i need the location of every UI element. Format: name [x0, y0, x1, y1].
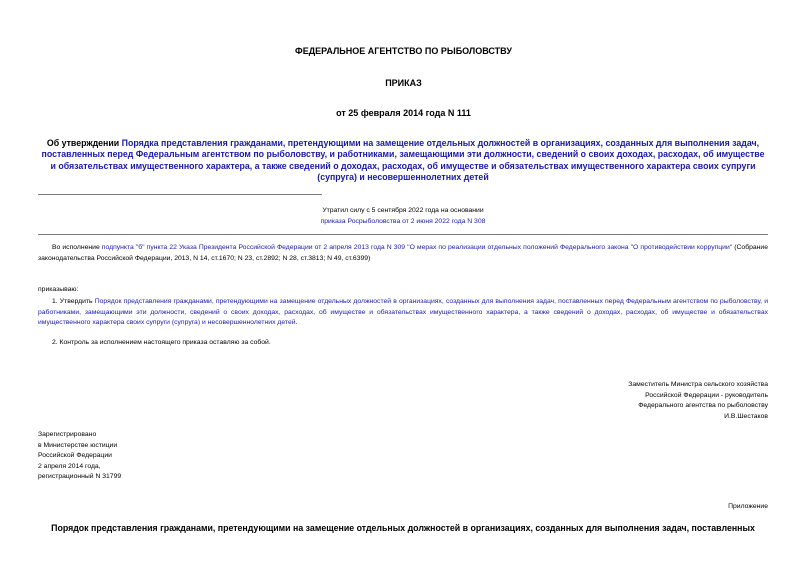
registration-block — [38, 430, 121, 483]
appendix-title: Порядок представления гражданами, претендующими на замещение отдельных должностей в организациях, созданных для выполнения задач, поставленных — [51, 523, 755, 533]
appendix-label: Приложение — [728, 503, 768, 510]
divider-short — [38, 194, 322, 195]
document-type: ПРИКАЗ — [385, 78, 422, 88]
order-item-1 — [38, 297, 768, 329]
registration-date: 2 апреля 2014 года, — [38, 462, 101, 470]
status-note — [38, 206, 768, 227]
agency-heading: ФЕДЕРАЛЬНОЕ АГЕНТСТВО ПО РЫБОЛОВСТВУ — [295, 46, 512, 56]
registration-line: Зарегистрировано — [38, 431, 97, 438]
document-title — [38, 138, 768, 183]
procedure-link[interactable]: Порядок представления гражданами, претендующими на замещение отдельных должностей в организациях, созданных для выполнения задач, поставленных перед Федеральным агентством по рыболовству, и работниками, замещающими эти должности, сведений о своих доходах, расходах, об имуществе и обязательствах имущественного характера, а также сведений о доходах, расходах, об имуществе и обязательствах имущественного характера своих супруги (супруга) и несовершеннолетних детей — [38, 298, 768, 326]
item1-suffix: . — [295, 319, 298, 326]
signature-line: Российской Федерации - руководитель — [645, 391, 768, 399]
registration-number: регистрационный N 31799 — [38, 473, 122, 480]
signature-line: Федерального агентства по рыболовству — [638, 402, 768, 409]
signature-line: Заместитель Министра сельского хозяйства — [628, 381, 768, 388]
registration-line: в Министерстве юстиции — [38, 441, 118, 449]
decree-link[interactable]: подпункта "б" пункта 22 Указа Президента Российской Федерации от 2 апреля 2013 года N 309 "О мерах по реализации отдельных положений Федерального закона "О противодействии коррупции" — [101, 244, 733, 251]
registration-line: Российской Федерации — [38, 452, 112, 459]
status-line: Утратил силу с 5 сентября 2022 года на основании — [322, 207, 484, 214]
title-link[interactable]: Порядка представления гражданами, претендующими на замещение отдельных должностей в организациях, созданных для выполнения задач, поставленных перед Федеральным агентством по рыболовству, и работниками, замещающими эти должности, сведений о своих доходах, расходах, об имуществе и обязательствах имущественного характера, а также сведений о доходах, расходах, об имуществе и обязательствах имущественного характера своих супруги (супруга) и несовершеннолетних детей — [41, 138, 765, 182]
divider-full — [38, 234, 768, 235]
order-word: приказываю: — [38, 286, 79, 293]
status-repeal-link[interactable]: приказа Росрыболовства от 2 июня 2022 года N 308 — [320, 217, 486, 225]
preamble — [38, 243, 768, 264]
order-item-2: 2. Контроль за исполнением настоящего приказа оставляю за собой. — [52, 339, 271, 346]
preamble-source: (Собрание законодательства Российской Федерации, 2013, N 14, ст.1670; N 23, ст.2892; N 28, ст.3813; N 49, ст.6399) — [38, 244, 768, 262]
document-date-number: от 25 февраля 2014 года N 111 — [336, 108, 471, 118]
title-prefix: Об утверждении — [46, 138, 122, 148]
item1-prefix: 1. Утвердить — [52, 298, 95, 305]
signatory-name: И.В.Шестаков — [724, 412, 768, 420]
preamble-text: Во исполнение — [52, 244, 102, 251]
signature-block — [628, 380, 768, 422]
